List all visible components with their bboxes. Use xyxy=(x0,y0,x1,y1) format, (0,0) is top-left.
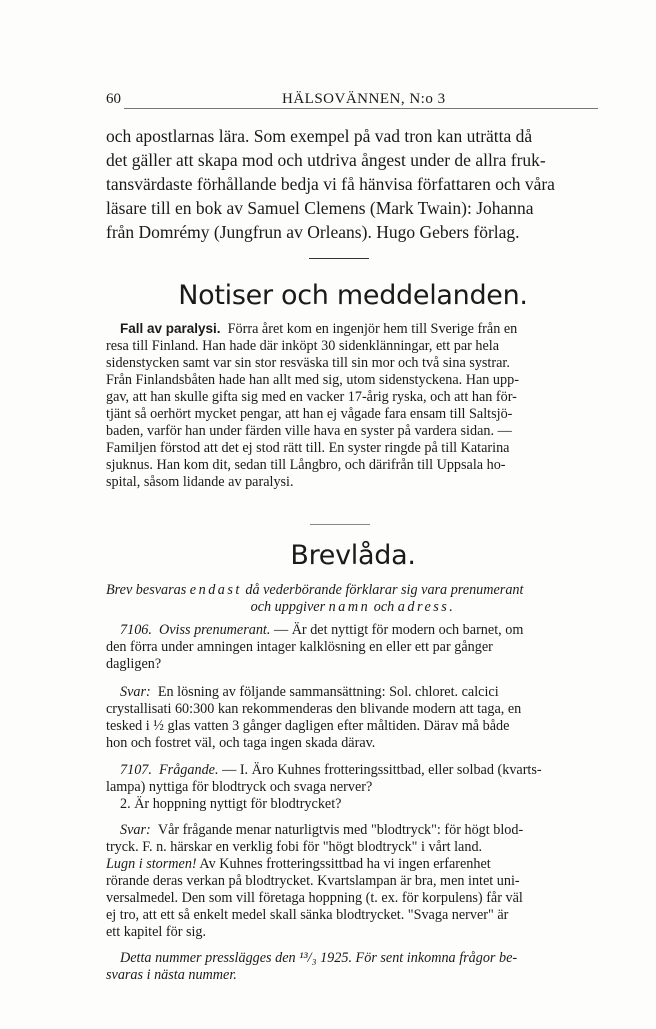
closing-note xyxy=(106,950,600,984)
text-line: baden, varför han under färden ville hava en syster på vardera sidan. — xyxy=(106,423,512,439)
text-line xyxy=(106,622,600,639)
section-heading-brevlada: Brevlåda. xyxy=(290,540,416,571)
notice-lead: Fall av paralysi. xyxy=(120,321,221,336)
question-number: 7107. xyxy=(120,762,152,778)
text-line: den förra under amningen intager kalklösning en eller ett par gånger xyxy=(106,639,493,655)
notice-emphasis: endast xyxy=(189,582,242,598)
answer-text: Av Kuhnes frotteringssittbad ha vi ingen erfarenhet xyxy=(199,856,491,872)
brevlada-notice xyxy=(106,582,600,616)
question-7107 xyxy=(106,762,600,813)
text-line xyxy=(106,822,600,839)
text-line: ej tro, att ett så enkelt medel skall sänka blodtrycket. "Svaga nerver" är xyxy=(106,907,509,923)
text-line: tesked i ½ glas vatten 3 gånger dagligen efter måltiden. Därav må både xyxy=(106,718,510,734)
page-number: 60 xyxy=(106,91,121,107)
text-line: hon och fostret väl, och taga ingen skada därav. xyxy=(106,735,376,751)
question-sender: Frågande. xyxy=(159,762,219,778)
notice-emphasis: adress. xyxy=(397,599,456,615)
question-text: — I. Äro Kuhnes frotteringssittbad, eller solbad (kvarts- xyxy=(222,762,542,778)
text-line: Från Finlandsbåten hade han allt med sig, utom sidenstyckena. Han upp- xyxy=(106,372,519,388)
running-title: HÄLSOVÄNNEN, N:o 3 xyxy=(282,91,446,107)
text-line: tansvärdaste förhållande bedja vi få hänvisa författaren och våra xyxy=(106,174,555,194)
text-line: sidenstycken samt var sin stor resväska till sin mor och två sina systrar. xyxy=(106,355,510,371)
answer-7106 xyxy=(106,684,600,752)
notice-text: då vederbörande förklarar sig vara prenumerant xyxy=(245,582,524,598)
text-line: gav, att han skulle gifta sig med en vacker 17-årig ryska, och att han för- xyxy=(106,389,517,405)
text-line: 2. Är hoppning nyttigt för blodtrycket? xyxy=(120,796,342,812)
section-divider xyxy=(309,258,369,259)
answer-text: Vår frågande menar naturligtvis med "blodtryck": för högt blod- xyxy=(157,822,524,838)
question-number: 7106. xyxy=(120,622,152,638)
notice-emphasis: namn xyxy=(328,599,371,615)
notice-text: Brev besvaras xyxy=(106,582,187,598)
text-line: Detta nummer presslägges den ¹³/₃ 1925. För sent inkomna frågor be- xyxy=(120,950,518,966)
text-line: ett kapitel för sig. xyxy=(106,924,207,940)
text-line xyxy=(106,582,600,599)
answer-emphasis: Lugn i stormen! xyxy=(106,856,197,872)
notice-text: och xyxy=(373,599,395,615)
notice-paragraph xyxy=(106,320,600,491)
text-line xyxy=(106,599,600,616)
text-line xyxy=(106,762,600,779)
text-line: från Domrémy (Jungfrun av Orleans). Hugo Gebers förlag. xyxy=(106,222,520,242)
text-line xyxy=(106,320,600,338)
question-sender: Oviss prenumerant. xyxy=(159,622,271,638)
text-line: svaras i nästa nummer. xyxy=(106,967,237,983)
answer-label: Svar: xyxy=(120,822,151,838)
section-divider xyxy=(310,524,370,525)
answer-text: En lösning av följande sammansättning: Sol. chloret. calcici xyxy=(157,684,499,700)
text-line: spital, såsom lidande av paralysi. xyxy=(106,474,294,490)
text-line xyxy=(106,856,600,873)
section-heading-notiser: Notiser och meddelanden. xyxy=(178,280,528,311)
answer-label: Svar: xyxy=(120,684,151,700)
text-line: tryck. F. n. härskar en verklig fobi för "högt blodtryck" i vårt land. xyxy=(106,839,483,855)
answer-7107 xyxy=(106,822,600,941)
question-7106 xyxy=(106,622,600,673)
text-line: crystallisati 60:300 kan rekommenderas den blivande modern att taga, en xyxy=(106,701,522,717)
text-line: läsare till en bok av Samuel Clemens (Mark Twain): Johanna xyxy=(106,198,534,218)
text-line: resa till Finland. Han hade där inköpt 30 sidenklänningar, ett par hela xyxy=(106,338,500,354)
text-line: rörande deras verkan på blodtrycket. Kvartslampan är bra, men intet uni- xyxy=(106,873,520,889)
text-line: Familjen förstod att det ej stod rätt till. En syster ringde på till Katarina xyxy=(106,440,510,456)
text-line: dagligen? xyxy=(106,656,162,672)
notice-first-line: Förra året kom en ingenjör hem till Sverige från en xyxy=(227,321,518,337)
question-text: — Är det nyttigt för modern och barnet, om xyxy=(273,622,524,638)
text-line xyxy=(106,684,600,701)
notice-text: och uppgiver xyxy=(250,599,326,615)
header-rule xyxy=(124,108,598,109)
text-line: sjuknus. Han kom dit, sedan till Långbro, och därifrån till Uppsala ho- xyxy=(106,457,506,473)
text-line: versalmedel. Den som vill företaga hoppning (t. ex. för korpulens) får väl xyxy=(106,890,523,906)
intro-paragraph xyxy=(106,124,600,244)
text-line: det gäller att skapa mod och utdriva ångest under de allra fruk- xyxy=(106,150,546,170)
running-header xyxy=(106,88,598,110)
text-line: tjänt så oerhört mycket pengar, att han ej vågade fara ensam till Saltsjö- xyxy=(106,406,513,422)
text-line: lampa) nyttiga för blodtryck och svaga nerver? xyxy=(106,779,373,795)
text-line: och apostlarnas lära. Som exempel på vad tron kan uträtta då xyxy=(106,126,533,146)
